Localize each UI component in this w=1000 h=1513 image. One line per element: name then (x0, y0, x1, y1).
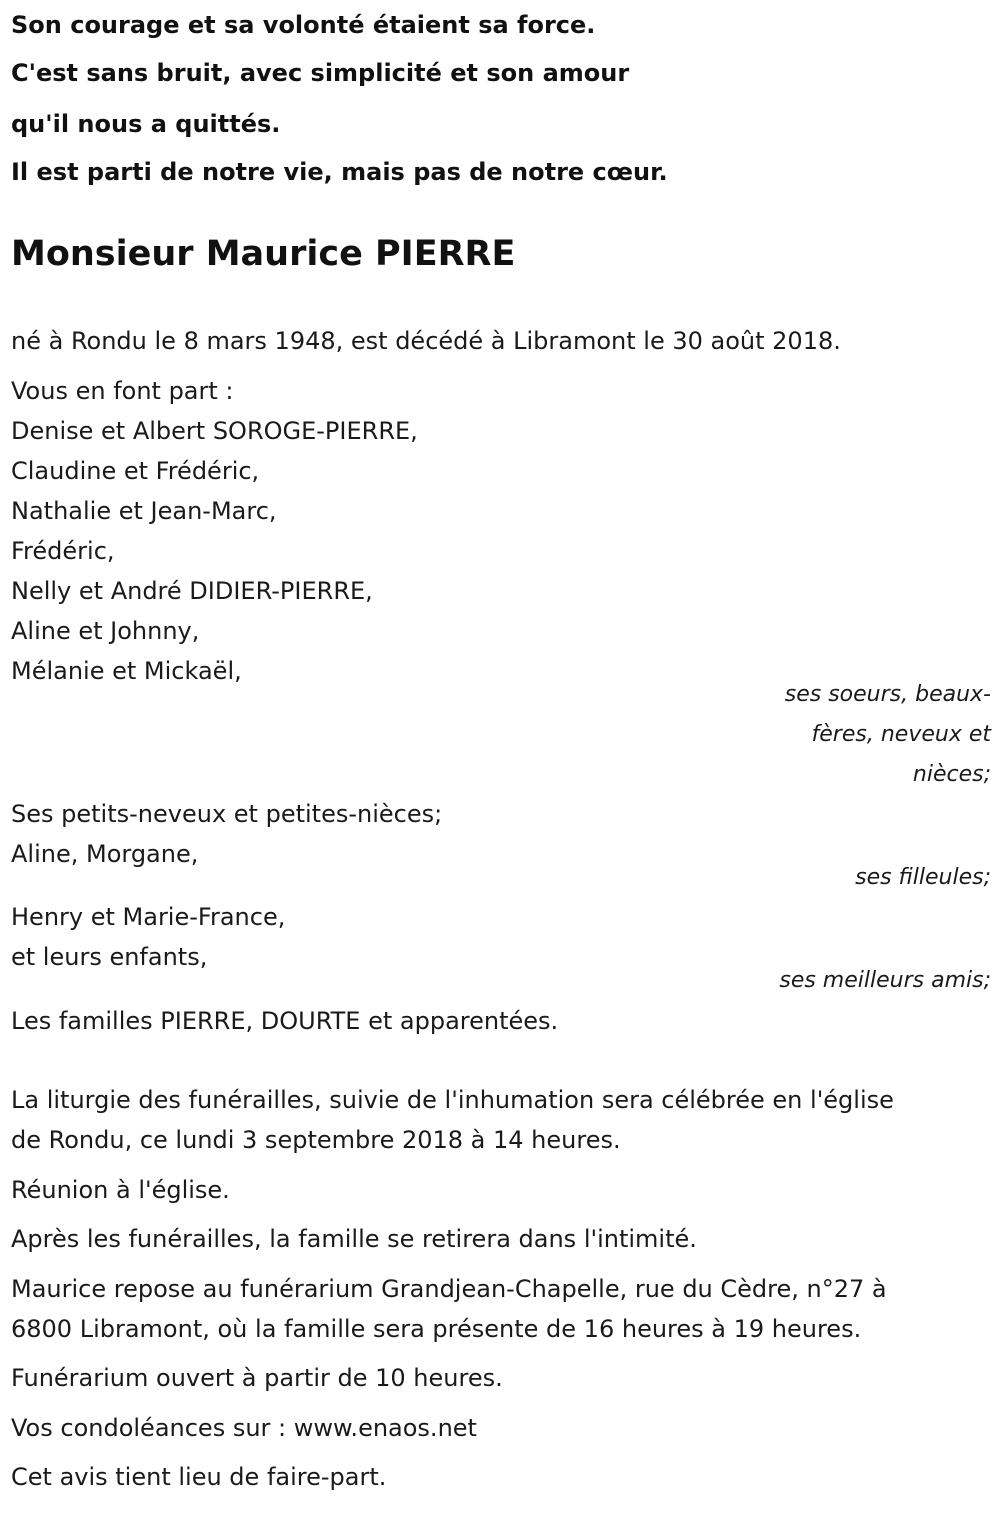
after-funeral-line: Après les funérailles, la famille se retirera dans l'intimité. (11, 1225, 697, 1253)
condolences-line: Vos condoléances sur : www.enaos.net (11, 1414, 477, 1442)
verse-line-4: Il est parti de notre vie, mais pas de notre cœur. (11, 158, 668, 186)
verse-line-1: Son courage et sa volonté étaient sa force. (11, 11, 596, 39)
funerarium-line-2: 6800 Libramont, où la famille sera présente de 16 heures à 19 heures. (11, 1315, 862, 1343)
family-member: Nathalie et Jean-Marc, (11, 497, 277, 525)
family-member: Nelly et André DIDIER-PIERRE, (11, 577, 373, 605)
family-member: Claudine et Frédéric, (11, 457, 260, 485)
family-member: Ses petits-neveux et petites-nièces; (11, 800, 443, 828)
family-member: Aline et Johnny, (11, 617, 200, 645)
relation-label: fères, neveux et (811, 722, 991, 747)
opening-line: Funérarium ouvert à partir de 10 heures. (11, 1364, 503, 1392)
relation-label: ses soeurs, beaux- (784, 682, 991, 707)
funeral-line-2: de Rondu, ce lundi 3 septembre 2018 à 14 heures. (11, 1126, 621, 1154)
relation-label: ses meilleurs amis; (779, 968, 991, 993)
families-line: Les familles PIERRE, DOURTE et apparentées. (11, 1007, 559, 1035)
birth-death-line: né à Rondu le 8 mars 1948, est décédé à Libramont le 30 août 2018. (11, 327, 841, 355)
meeting-line: Réunion à l'église. (11, 1176, 230, 1204)
funerarium-line-1: Maurice repose au funérarium Grandjean-Chapelle, rue du Cèdre, n°27 à (11, 1275, 887, 1303)
intro-line: Vous en font part : (11, 377, 234, 405)
relation-label: nièces; (912, 762, 991, 787)
notice-line: Cet avis tient lieu de faire-part. (11, 1463, 387, 1491)
family-member: Henry et Marie-France, (11, 903, 286, 931)
family-member: Aline, Morgane, (11, 840, 199, 868)
family-member: Frédéric, (11, 537, 115, 565)
relation-label: ses filleules; (855, 865, 991, 890)
family-member: Denise et Albert SOROGE-PIERRE, (11, 417, 418, 445)
family-member: et leurs enfants, (11, 943, 208, 971)
family-member: Mélanie et Mickaël, (11, 657, 242, 685)
deceased-name: Monsieur Maurice PIERRE (11, 234, 516, 274)
verse-line-2: C'est sans bruit, avec simplicité et son amour (11, 59, 630, 87)
funeral-line-1: La liturgie des funérailles, suivie de l'inhumation sera célébrée en l'église (11, 1086, 894, 1114)
verse-line-3: qu'il nous a quittés. (11, 110, 281, 138)
